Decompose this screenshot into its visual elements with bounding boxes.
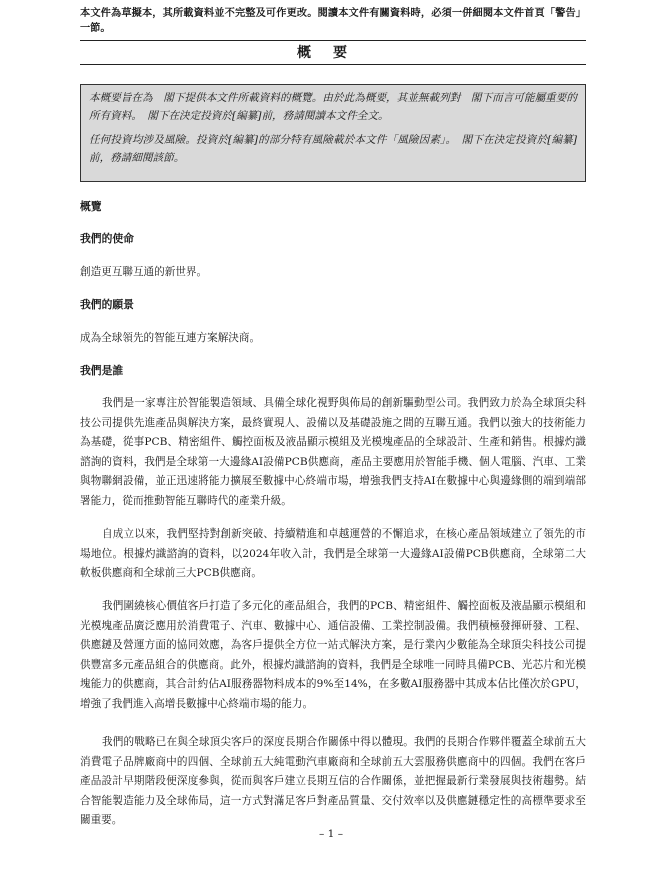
- mission-text: 創造更互聯互通的新世界。: [80, 266, 208, 278]
- page-number: – 1 –: [318, 828, 344, 840]
- vision-heading: 我們的願景: [80, 298, 134, 311]
- mission-heading: 我們的使命: [80, 232, 134, 245]
- notice-paragraph-2: 任何投資均涉及風險。投資於[編纂]的部分特有風險載於本文件「風險因素」。 閣下在決定投資於[編纂]前，務請細閱該節。: [89, 134, 577, 164]
- title-rule: [80, 64, 586, 65]
- overview-heading: 概覽: [80, 200, 102, 213]
- who-we-are-heading: 我們是誰: [80, 364, 124, 377]
- header-rule: [80, 40, 586, 41]
- summary-notice-box: [80, 84, 586, 182]
- body-paragraph-1: 我們是一家專注於智能製造領域、具備全球化視野與佈局的創新驅動型公司。我們致力於為全球頂尖科技公司提供先進產品與解決方案，最終實現人、設備以及基礎設施之間的互聯互通。我們以強大的技術能力為基礎，從事PCB、精密組件、觸控面板及液晶顯示模組及光模塊產品的全球設計、生產和銷售。根據灼識諮詢的資料，我們是全球第一大邊緣AI設備PCB供應商，產品主要應用於智能手機、個人電腦、汽車、工業與物聯網設備，並正迅速將能力擴展至數據中心終端市場，增強我們支持AI在數據中心與邊緣側的端到端部署能力，從而推動智能互聯時代的產業升級。: [80, 397, 586, 507]
- body-paragraph-4: 我們的戰略已在與全球頂尖客戶的深度長期合作關係中得以體現。我們的長期合作夥伴覆蓋全球前五大消費電子品牌廠商中的四個、全球前五大純電動汽車廠商和全球前五大雲服務供應商中的四個。我們在客戶產品設計早期階段便深度參與，從而與客戶建立長期互信的合作關係，並把握最新行業發展與技術趨勢。結合智能製造能力及全球佈局，這一方式對滿足客戶對產品質量、交付效率以及供應鏈穩定性的高標準要求至關重要。: [80, 736, 586, 826]
- vision-text: 成為全球領先的智能互連方案解決商。: [80, 332, 261, 344]
- body-paragraph-3: 我們圍繞核心價值客戶打造了多元化的產品組合，我們的PCB、精密組件、觸控面板及液晶顯示模組和光模塊產品廣泛應用於消費電子、汽車、數據中心、通信設備、工業控制設備。我們積極發揮研發、工程、供應鏈及營運方面的協同效應，為客戶提供全方位一站式解決方案，是行業內少數能為全球頂尖科技公司提供豐富多元產品組合的供應商。此外，根據灼識諮詢的資料，我們是全球唯一同時具備PCB、光芯片和光模塊能力的供應商，其合計約佔AI服務器物料成本的9%至14%，在多數AI服務器中其成本佔比僅次於GPU，增強了我們進入高增長數據中心終端市場的能力。: [80, 600, 586, 710]
- notice-paragraph-1: 本概要旨在為 閣下提供本文件所載資料的概覽。由於此為概要，其並無載列對 閣下而言可能屬重要的所有資料。 閣下在決定投資於[編纂]前，務請閱讀本文件全文。: [89, 92, 577, 122]
- draft-warning: 本文件為草擬本，其所載資料並不完整及可作更改。閱讀本文件有關資料時，必須一併細閱本文件首頁「警告」一節。: [80, 7, 586, 34]
- body-paragraph-2: 自成立以來，我們堅持對創新突破、持續精進和卓越運營的不懈追求，在核心產品領域建立了領先的市場地位。根據灼識諮詢的資料，以2024年收入計，我們是全球第一大邊緣AI設備PCB供應商，全球第二大軟板供應商和全球前三大PCB供應商。: [80, 528, 586, 579]
- section-title: 概要: [297, 45, 369, 61]
